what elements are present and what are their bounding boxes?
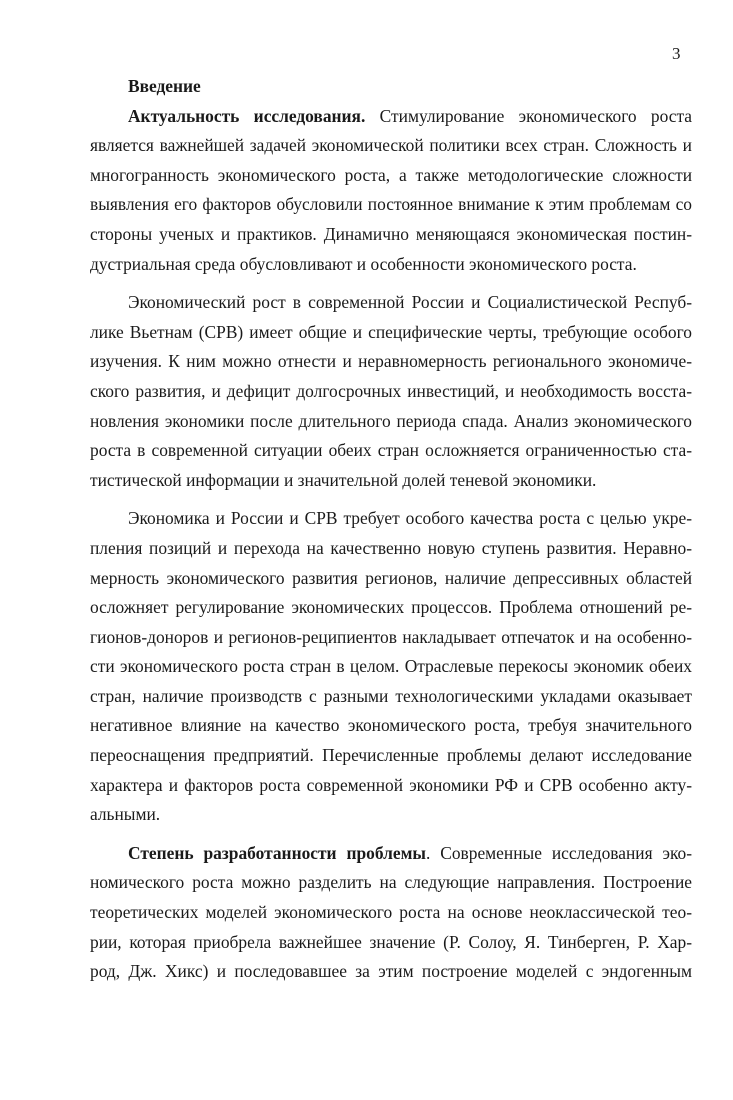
paragraph-line: тистической информации и значительной долей теневой экономики. [90,469,597,490]
section-heading: Введение [128,76,201,96]
paragraph-line: Экономика и России и СРВ требует особого качества роста с целью укре- [128,508,692,529]
paragraph-russia-vietnam [90,288,692,495]
paragraph-line: пления позиций и перехода на качественно новую ступень развития. Неравно- [90,537,692,558]
paragraph-lead: Степень разработанности проблемы [128,842,427,863]
paragraph-line: Степень разработанности проблемы. Современные исследования эко- [128,842,692,863]
paragraph-line: стороны ученых и практиков. Динамично меняющаяся экономическая постин- [90,223,692,244]
paragraph-line: негативное влияние на качество экономического роста, требуя значительного [90,715,692,736]
paragraph-line: род, Дж. Хикс) и последовавшее за этим построение моделей с эндогенным [90,961,692,982]
paragraph-line: мерность экономического развития регионов, наличие депрессивных областей [90,567,692,588]
page-number: 3 [672,44,681,63]
paragraph-line: теоретических моделей экономического роста на основе неоклассической тео- [90,902,692,923]
paragraph-line: гионов-доноров и регионов-реципиентов накладывает отпечаток и на особенно- [90,626,692,647]
paragraph-line: характера и факторов роста современной экономики РФ и СРВ особенно акту- [90,774,692,795]
paragraph-line: номического роста можно разделить на следующие направления. Построение [90,872,692,893]
document-body [90,72,692,987]
paragraph-lead: Актуальность исследования. [128,105,366,126]
paragraph-line: изучения. К ним можно отнести и неравномерность регионального экономиче- [90,351,692,372]
paragraph-relevance [90,102,692,280]
paragraph-line: рии, которая приобрела важнейшее значение (Р. Солоу, Я. Тинберген, Р. Хар- [90,931,692,952]
paragraph-line: новления экономики после длительного периода спада. Анализ экономического [90,410,692,431]
paragraph-line: роста в современной ситуации обеих стран осложняется ограниченностью ста- [90,440,692,461]
paragraph-line: выявления его факторов обусловили постоянное внимание к этим проблемам со [90,194,692,215]
paragraph-line: является важнейшей задачей экономической политики всех стран. Сложность и [90,135,692,156]
paragraph-line: Актуальность исследования. Стимулирование экономического роста [128,105,692,126]
paragraph-line: ского развития, и дефицит долгосрочных инвестиций, и необходимость восста- [90,380,692,401]
paragraph-line: альными. [90,804,161,825]
paragraph-line: сти экономического роста стран в целом. Отраслевые перекосы экономик обеих [90,656,692,677]
paragraph-line: лике Вьетнам (СРВ) имеет общие и специфические черты, требующие особого [90,321,692,342]
paragraph-line: осложняет регулирование экономических процессов. Проблема отношений ре- [90,597,692,618]
paragraph-line: дустриальная среда обусловливают и особенности экономического роста. [90,253,637,274]
paragraph-line: стран, наличие производств с разными технологическими укладами оказывает [90,685,692,706]
paragraph-growth-quality [90,504,692,830]
paragraph-research-degree [90,839,692,987]
paragraph-line: Экономический рост в современной России и Социалистической Респуб- [128,292,692,313]
paragraph-line: переоснащения предприятий. Перечисленные проблемы делают исследование [90,745,692,766]
paragraph-line: многогранность экономического роста, а также методологические сложности [90,164,692,185]
